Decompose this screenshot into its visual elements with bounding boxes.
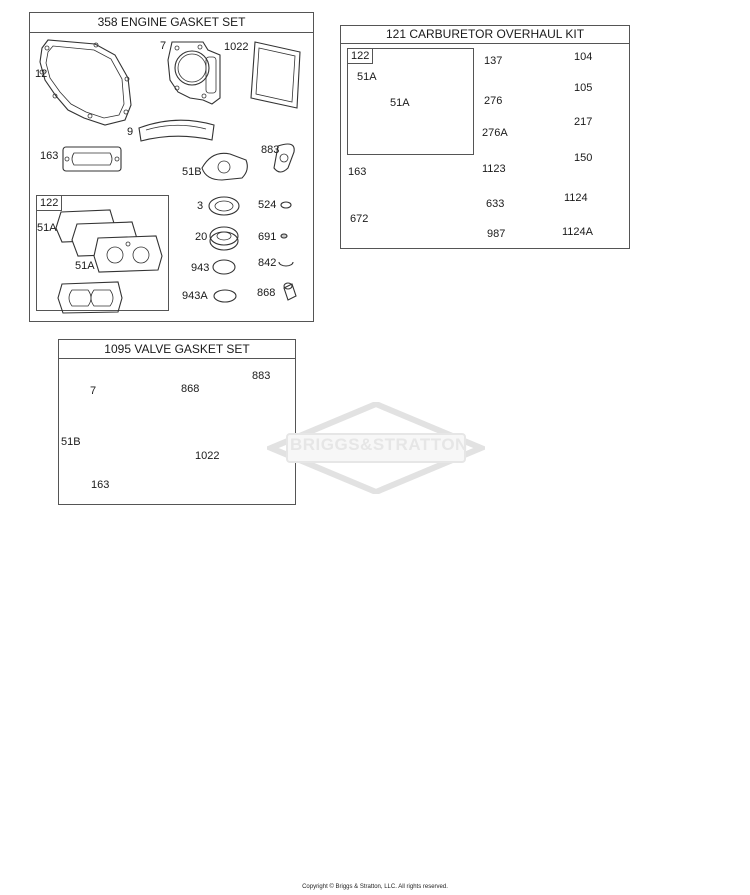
seal-20-shape bbox=[210, 227, 238, 250]
part-label-987: 987 bbox=[487, 228, 506, 240]
part-label-51a: 51A bbox=[357, 71, 377, 83]
part-label-20: 20 bbox=[195, 231, 208, 243]
part-label-868: 868 bbox=[257, 287, 276, 299]
carburetor-sub-assembly-122 bbox=[347, 48, 474, 155]
carb-gasket-bottom-shape bbox=[58, 282, 122, 313]
engine-gasket-set-title: 358 ENGINE GASKET SET bbox=[30, 13, 313, 33]
crankcase-gasket-12-shape bbox=[40, 40, 131, 125]
part-label-51b: 51B bbox=[61, 436, 81, 448]
gasket-51b-shape bbox=[202, 153, 247, 180]
sub-assembly-tag: 122 bbox=[348, 49, 373, 64]
part-label-943a: 943A bbox=[182, 290, 208, 302]
part-label-1124: 1124 bbox=[564, 192, 588, 204]
part-label-51a: 51A bbox=[37, 222, 57, 234]
part-label-524: 524 bbox=[258, 199, 277, 211]
part-label-51b: 51B bbox=[182, 166, 202, 178]
part-label-1123: 1123 bbox=[482, 163, 506, 175]
ring-842-shape bbox=[279, 262, 293, 266]
part-label-163: 163 bbox=[348, 166, 367, 178]
part-label-883: 883 bbox=[252, 370, 271, 382]
part-label-3: 3 bbox=[197, 200, 204, 212]
copyright-footer: Copyright © Briggs & Stratton, LLC. All rights reserved. bbox=[302, 884, 448, 890]
ring-524-shape bbox=[281, 202, 291, 208]
part-label-1022: 1022 bbox=[195, 450, 220, 462]
sub-assembly-tag: 122 bbox=[37, 196, 62, 211]
carb-gasket-stack-51a-shape bbox=[56, 210, 162, 272]
part-label-105: 105 bbox=[574, 82, 593, 94]
part-label-163: 163 bbox=[91, 479, 110, 491]
valve-cover-gasket-1022-shape bbox=[251, 42, 300, 108]
part-label-51a: 51A bbox=[75, 260, 95, 272]
part-label-217: 217 bbox=[574, 116, 593, 128]
part-label-276: 276 bbox=[484, 95, 503, 107]
valve-gasket-set-title: 1095 VALVE GASKET SET bbox=[59, 340, 295, 359]
part-label-104: 104 bbox=[574, 51, 593, 63]
part-label-672: 672 bbox=[350, 213, 369, 225]
head-gasket-7-shape bbox=[168, 42, 220, 104]
part-label-943: 943 bbox=[191, 262, 210, 274]
part-label-51a: 51A bbox=[390, 97, 410, 109]
part-label-9: 9 bbox=[127, 126, 134, 138]
part-label-1124a: 1124A bbox=[562, 226, 593, 238]
part-label-883: 883 bbox=[261, 144, 280, 156]
part-label-842: 842 bbox=[258, 257, 277, 269]
carburetor-overhaul-kit-title: 121 CARBURETOR OVERHAUL KIT bbox=[341, 26, 629, 44]
part-label-868: 868 bbox=[181, 383, 200, 395]
ring-943a-shape bbox=[214, 290, 236, 302]
seal-868-shape bbox=[284, 283, 296, 300]
part-label-691: 691 bbox=[258, 231, 277, 243]
part-label-1022: 1022 bbox=[224, 41, 249, 53]
ring-943-shape bbox=[213, 260, 235, 274]
part-label-163: 163 bbox=[40, 150, 59, 162]
seal-3-shape bbox=[209, 197, 239, 215]
part-label-276a: 276A bbox=[482, 127, 508, 139]
part-label-150: 150 bbox=[574, 152, 593, 164]
part-label-137: 137 bbox=[484, 55, 503, 67]
intake-gasket-163-shape bbox=[63, 147, 121, 171]
part-label-7: 7 bbox=[90, 385, 97, 397]
part-label-12: 12 bbox=[35, 68, 48, 80]
washer-691-shape bbox=[281, 234, 287, 238]
part-label-7: 7 bbox=[160, 40, 167, 52]
watermark-text: BRIGGS&STRATTON bbox=[290, 435, 468, 454]
part-label-633: 633 bbox=[486, 198, 505, 210]
gasket-9-shape bbox=[139, 120, 214, 141]
